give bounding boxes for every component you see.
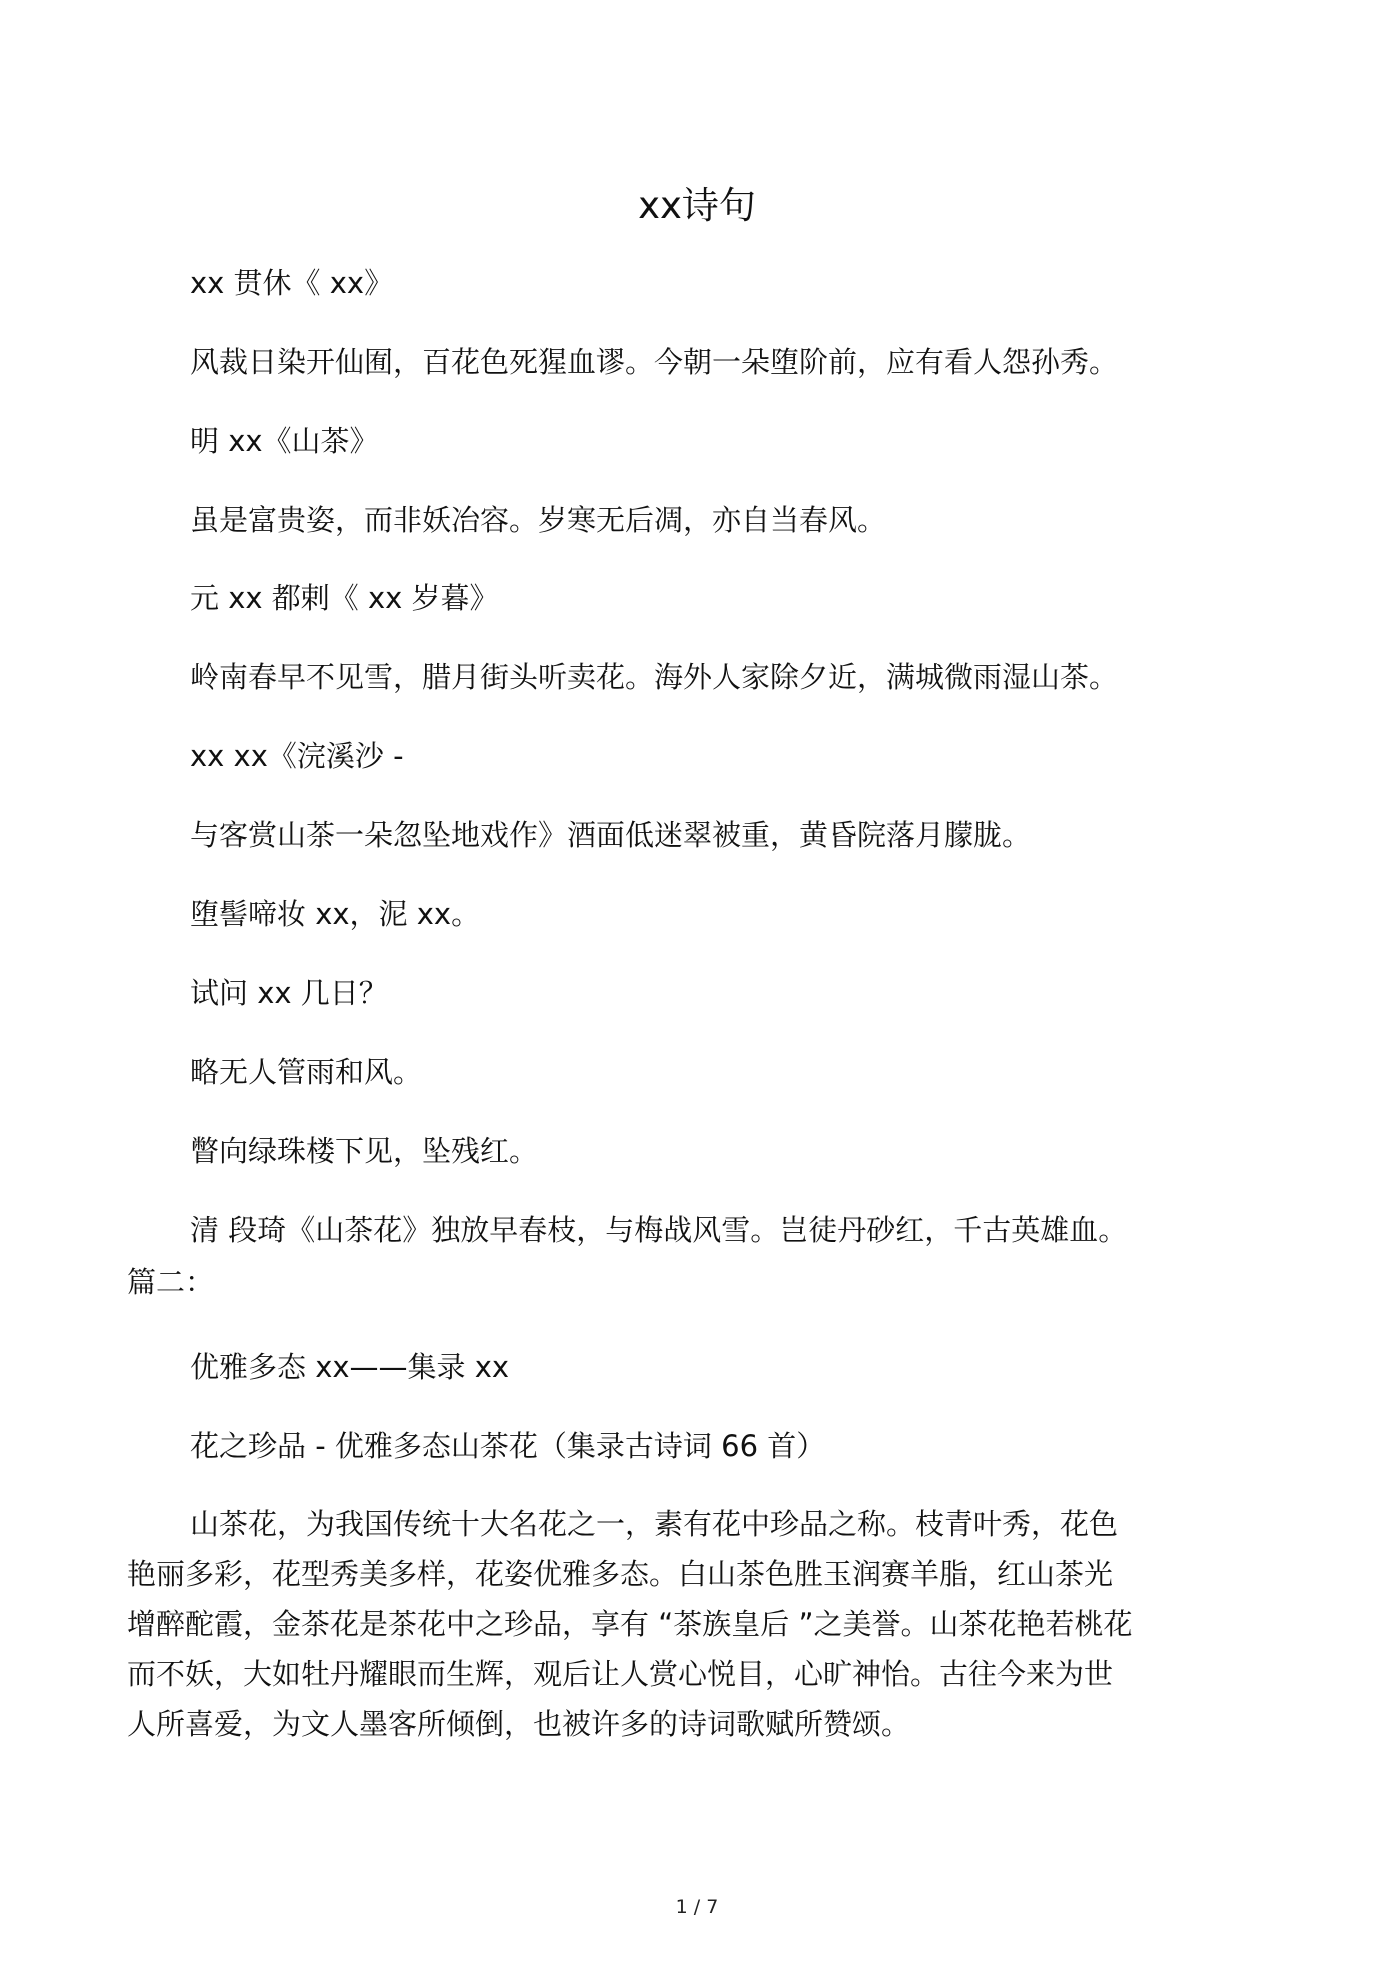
document-title: xx诗句 [638,184,756,227]
poem-text: 略无人管雨和风。 [190,1055,423,1089]
poem-text: 虽是富贵姿，而非妖冶容。岁寒无后凋，亦自当春风。 [190,503,887,537]
intro-paragraph [127,1499,1227,1749]
paragraph-line: 而不妖，大如牡丹耀眼而生辉，观后让人赏心悦目，心旷神怡。古往今来为世 [127,1657,1114,1691]
poem-heading: xx xx《浣溪沙 - [190,739,404,773]
section-line: 优雅多态 xx——集录 xx [190,1350,510,1384]
paragraph-line: 增醉酡霞，金茶花是茶花中之珍品，享有 “茶族皇后 ”之美誉。山茶花艳若桃花 [127,1607,1133,1641]
section-line: 花之珍品 - 优雅多态山茶花（集录古诗词 66 首） [190,1429,826,1463]
poem-heading: 元 xx 都剌《 xx 岁暮》 [190,581,499,615]
poem-text: 与客赏山茶一朵忽坠地戏作》酒面低迷翠被重，黄昏院落月朦胧。 [190,818,1032,852]
section-label: 篇二： [127,1265,215,1299]
poem-heading: xx 贯休《 xx》 [190,266,394,300]
page-number: 1 / 7 [675,1896,719,1918]
poem-text: 试问 xx 几日？ [190,976,388,1010]
poem-text: 瞥向绿珠楼下见，坠残红。 [190,1134,539,1168]
paragraph-line: 艳丽多彩，花型秀美多样，花姿优雅多态。白山茶色胜玉润赛羊脂，红山茶光 [127,1557,1114,1591]
paragraph-line: 人所喜爱，为文人墨客所倾倒，也被许多的诗词歌赋所赞颂。 [127,1707,911,1741]
poem-text: 清 段琦《山茶花》独放早春枝，与梅战风雪。岂徒丹砂红，千古英雄血。 [190,1213,1128,1247]
poem-text: 风裁日染开仙囿，百花色死猩血谬。今朝一朵堕阶前，应有看人怨孙秀。 [190,345,1119,379]
poem-text: 岭南春早不见雪，腊月街头听卖花。海外人家除夕近，满城微雨湿山茶。 [190,660,1119,694]
poem-heading: 明 xx《山茶》 [190,424,379,458]
paragraph-line: 山茶花，为我国传统十大名花之一，素有花中珍品之称。枝青叶秀，花色 [190,1507,1119,1541]
poem-text: 堕髻啼妆 xx，泥 xx。 [190,897,481,931]
